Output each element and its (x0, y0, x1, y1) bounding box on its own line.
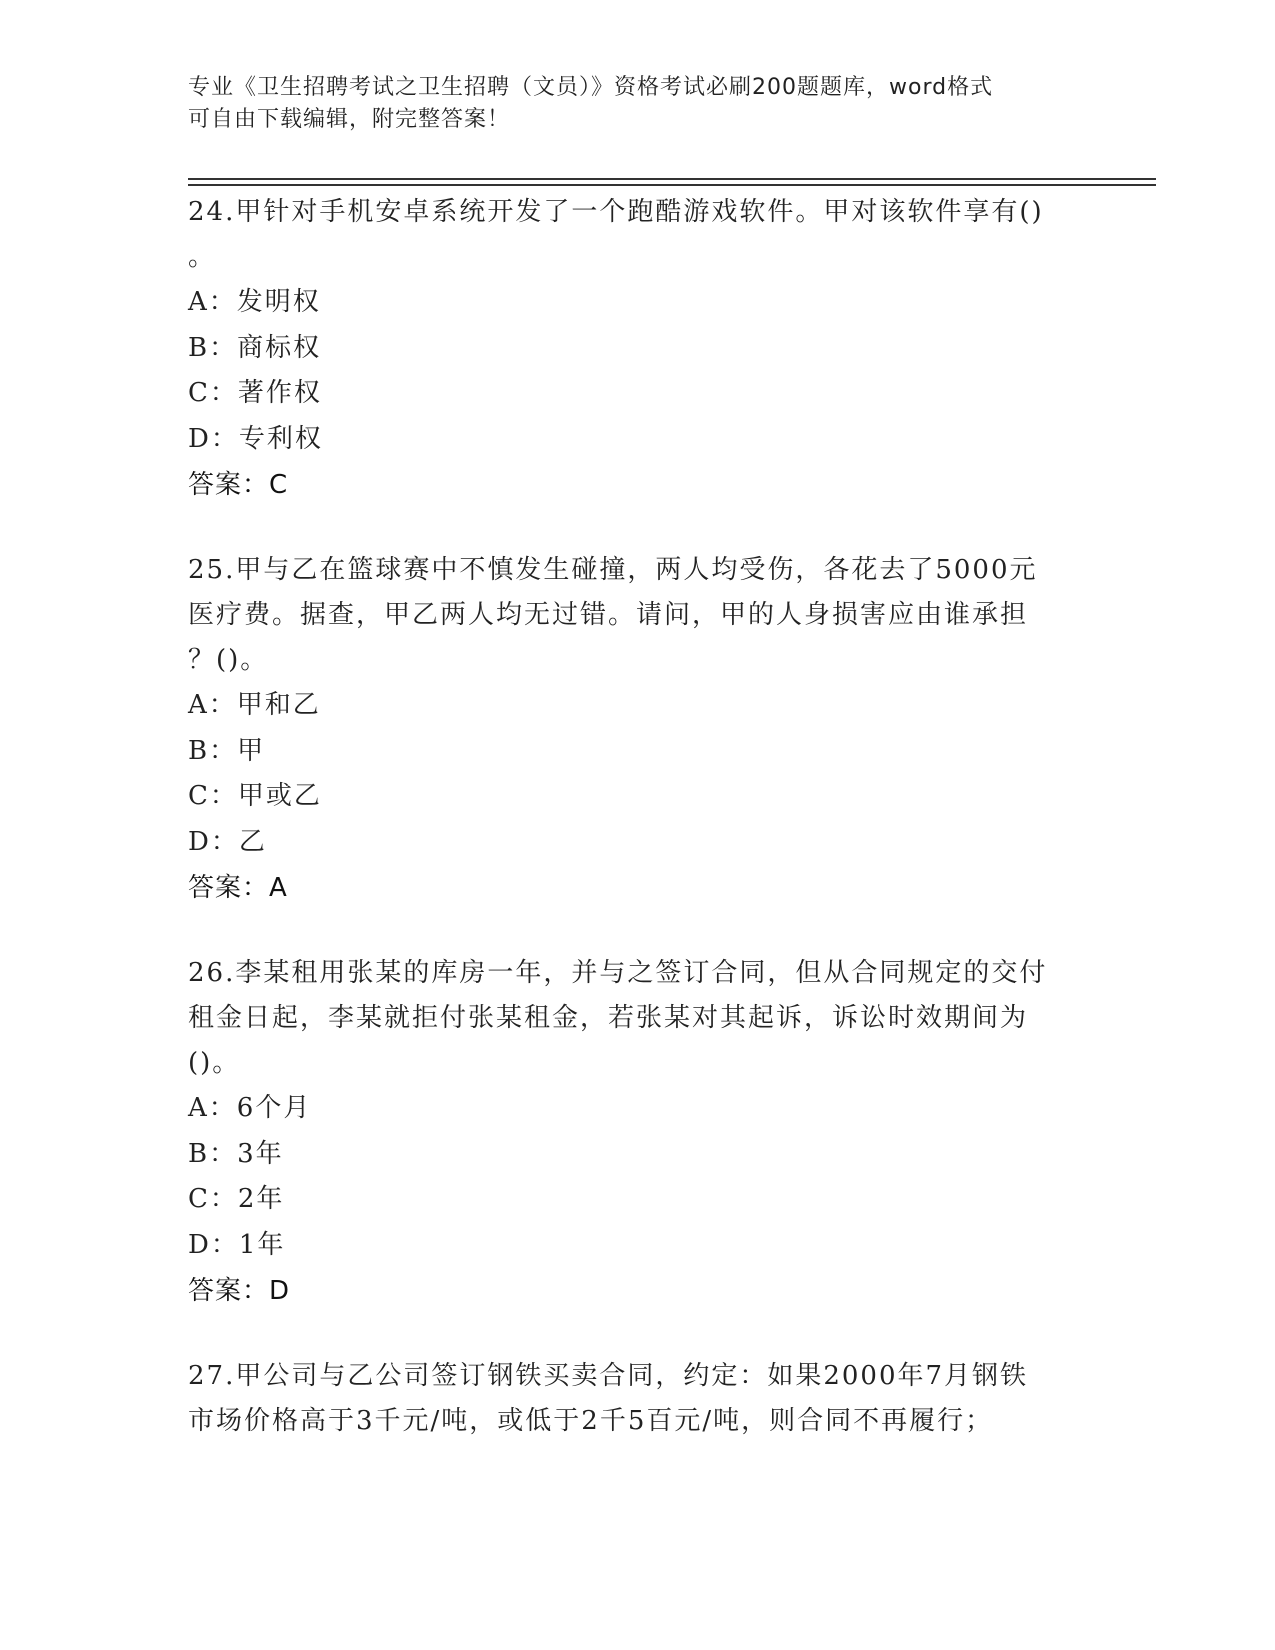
option-b: B：甲 (188, 735, 266, 766)
option-c: C：著作权 (188, 378, 322, 408)
option-a: A：甲和乙 (188, 690, 321, 720)
answer-line: 答案：C (188, 470, 289, 500)
question-stem-line: ？()。 (188, 645, 269, 675)
option-d: D：专利权 (188, 423, 323, 454)
question-stem-line: 24.甲针对手机安卓系统开发了一个跑酷游戏软件。甲对该软件享有() (188, 197, 1044, 227)
header-line-2: 可自由下载编辑，附完整答案！ (188, 107, 511, 132)
question-27 (188, 1354, 1088, 1444)
question-stem-line: 27.甲公司与乙公司签订钢铁买卖合同，约定：如果2000年7月钢铁 (188, 1361, 1029, 1391)
question-stem-line: 26.李某租用张某的库房一年，并与之签订合同，但从合同规定的交付 (188, 958, 1048, 988)
header-divider-top (188, 178, 1156, 180)
option-c: C：甲或乙 (188, 781, 322, 811)
option-b: B：3年 (188, 1138, 284, 1169)
answer-line: 答案：A (188, 873, 288, 903)
document-header (188, 72, 1068, 136)
question-stem-line: 25.甲与乙在篮球赛中不慎发生碰撞，两人均受伤，各花去了5000元 (188, 555, 1038, 585)
option-d: D：1年 (188, 1229, 286, 1260)
option-d: D：乙 (188, 826, 267, 857)
answer-line: 答案：D (188, 1276, 291, 1306)
header-divider-bottom (188, 184, 1156, 186)
option-a: A：6个月 (188, 1093, 312, 1123)
question-26 (188, 951, 1088, 1314)
question-stem-line: 市场价格高于3千元/吨，或低于2千5百元/吨，则合同不再履行； (188, 1406, 994, 1436)
header-line-1: 专业《卫生招聘考试之卫生招聘（文员）》资格考试必刷200题题库，word格式 (188, 75, 994, 100)
question-25 (188, 548, 1088, 911)
question-stem-line: 医疗费。据查，甲乙两人均无过错。请问，甲的人身损害应由谁承担 (188, 600, 1029, 630)
question-stem-line: 。 (188, 242, 217, 272)
question-24 (188, 190, 1088, 508)
option-a: A：发明权 (188, 287, 321, 317)
option-c: C：2年 (188, 1184, 285, 1214)
option-b: B：商标权 (188, 332, 322, 363)
question-list (188, 190, 1088, 1484)
question-stem-line: 租金日起，李某就拒付张某租金，若张某对其起诉，诉讼时效期间为 (188, 1003, 1029, 1033)
question-stem-line: ()。 (188, 1048, 241, 1078)
